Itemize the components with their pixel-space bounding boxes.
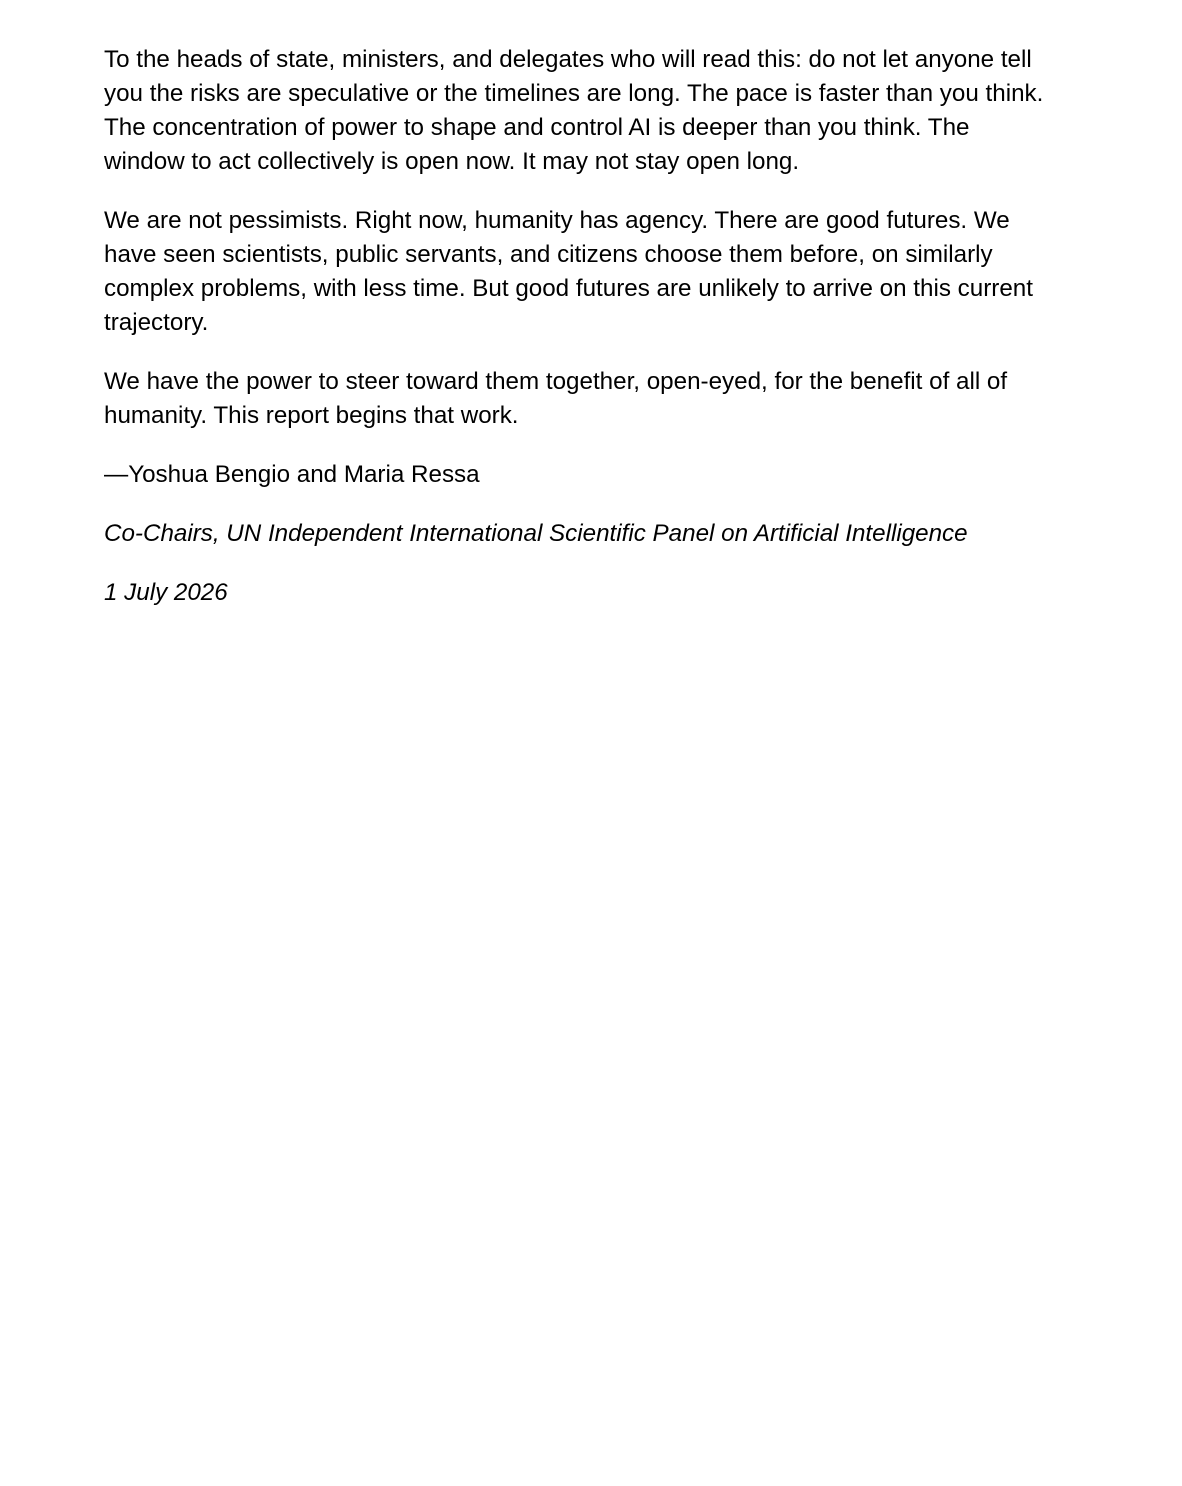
signatory-role: Co-Chairs, UN Independent International Scientific Panel on Artificial Intelligence (104, 520, 968, 547)
document-date: 1 July 2026 (104, 579, 228, 606)
paragraph-power: We have the power to steer toward them together, open-eyed, for the benefit of all of humanity. This report begins that work. (104, 368, 1008, 429)
document-page (104, 43, 1104, 635)
paragraph-warning: To the heads of state, ministers, and delegates who will read this: do not let anyone tell you the risks are speculative or the timelines are long. The pace is faster than you think. The concentration of power to shape and control AI is deeper than you think. The window to act collectively is open now. It may not stay open long. (104, 46, 1044, 175)
paragraph-agency: We are not pessimists. Right now, humanity has agency. There are good futures. We have seen scientists, public servants, and citizens choose them before, on similarly complex problems, with less time. But good futures are unlikely to arrive on this current trajectory. (104, 207, 1033, 336)
signature: —Yoshua Bengio and Maria Ressa (104, 461, 480, 488)
